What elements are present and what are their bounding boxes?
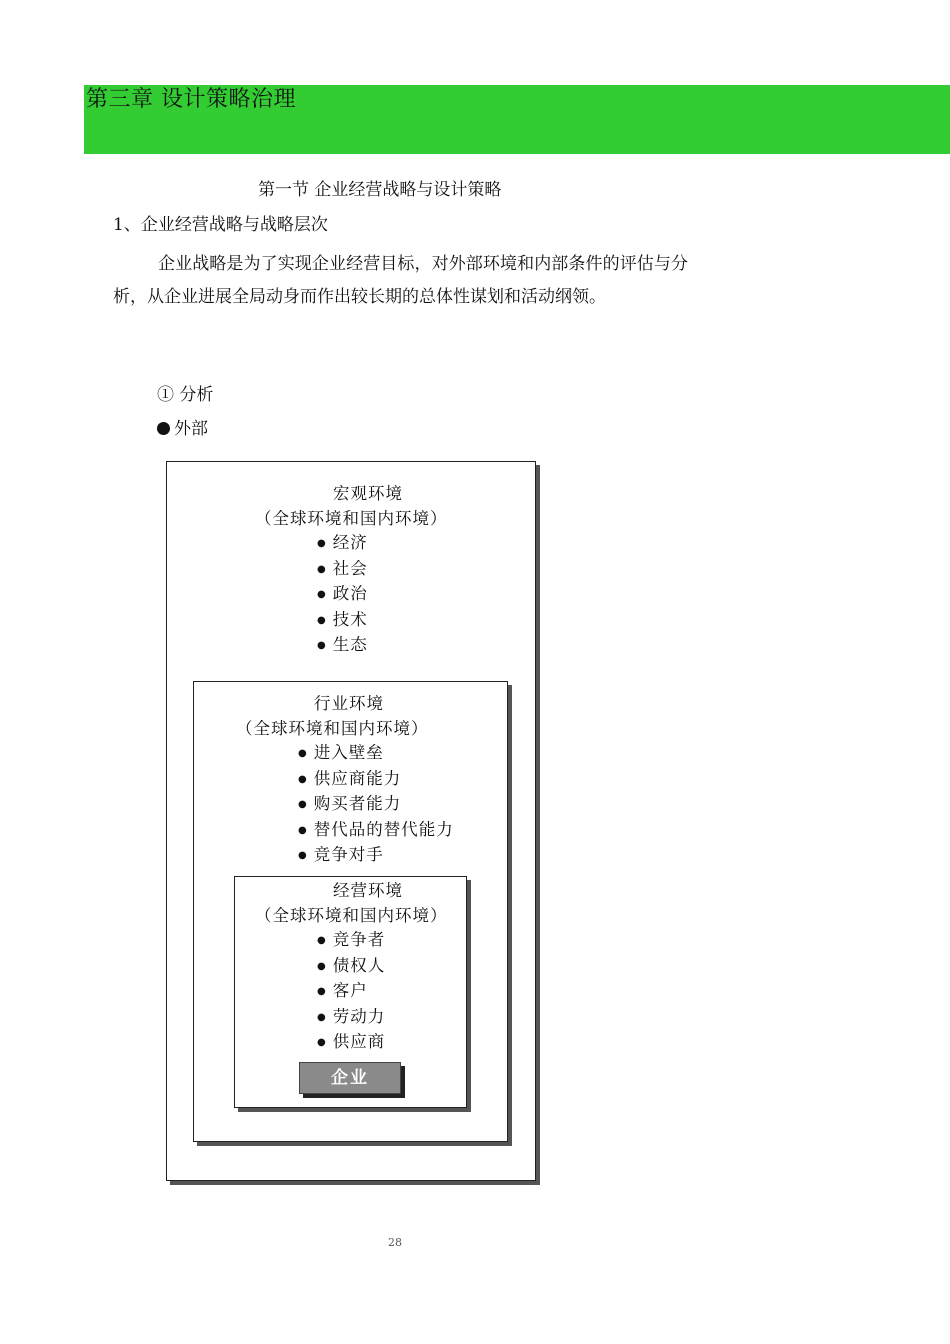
industry-subtitle: （全球环境和国内环境） [236,718,429,738]
page-number: 28 [388,1236,402,1249]
macro-title: 宏观环境 [333,484,403,503]
macro-item: ● 技术 [255,608,448,634]
section-title: 第一节 企业经营战略与设计策略 [258,180,502,200]
business-item: ● 劳动力 [255,1005,448,1031]
business-item: ● 债权人 [255,954,448,980]
industry-item: ● 竞争对手 [236,843,454,869]
external-item [157,417,208,441]
business-item: ● 竞争者 [255,928,448,954]
industry-item: ● 供应商能力 [236,767,454,793]
industry-item: ● 购买者能力 [236,792,454,818]
industry-title: 行业环境 [314,694,384,713]
macro-item: ● 政治 [255,582,448,608]
bullet-icon [157,422,170,435]
industry-environment-text [236,692,454,869]
analysis-label: ① 分析 [157,385,214,405]
macro-environment-text [255,482,448,659]
industry-item: ● 进入壁垒 [236,741,454,767]
business-item: ● 供应商 [255,1030,448,1056]
external-label: 外部 [174,419,208,439]
macro-subtitle: （全球环境和国内环境） [255,508,448,528]
business-item: ● 客户 [255,979,448,1005]
chapter-title: 第三章 设计策略治理 [86,87,296,112]
macro-item: ● 生态 [255,633,448,659]
body-paragraph: 企业战略是为了实现企业经营目标，对外部环境和内部条件的评估与分析，从企业进展全局动身而作出较长期的总体性谋划和活动纲领。 [113,254,688,307]
business-title: 经营环境 [333,881,403,900]
enterprise-block: 企业 [299,1062,401,1094]
industry-item: ● 替代品的替代能力 [236,818,454,844]
macro-item: ● 社会 [255,557,448,583]
macro-item: ● 经济 [255,531,448,557]
business-environment-text [255,879,448,1056]
subheading: 1、企业经营战略与战略层次 [113,215,328,235]
business-subtitle: （全球环境和国内环境） [255,905,448,925]
